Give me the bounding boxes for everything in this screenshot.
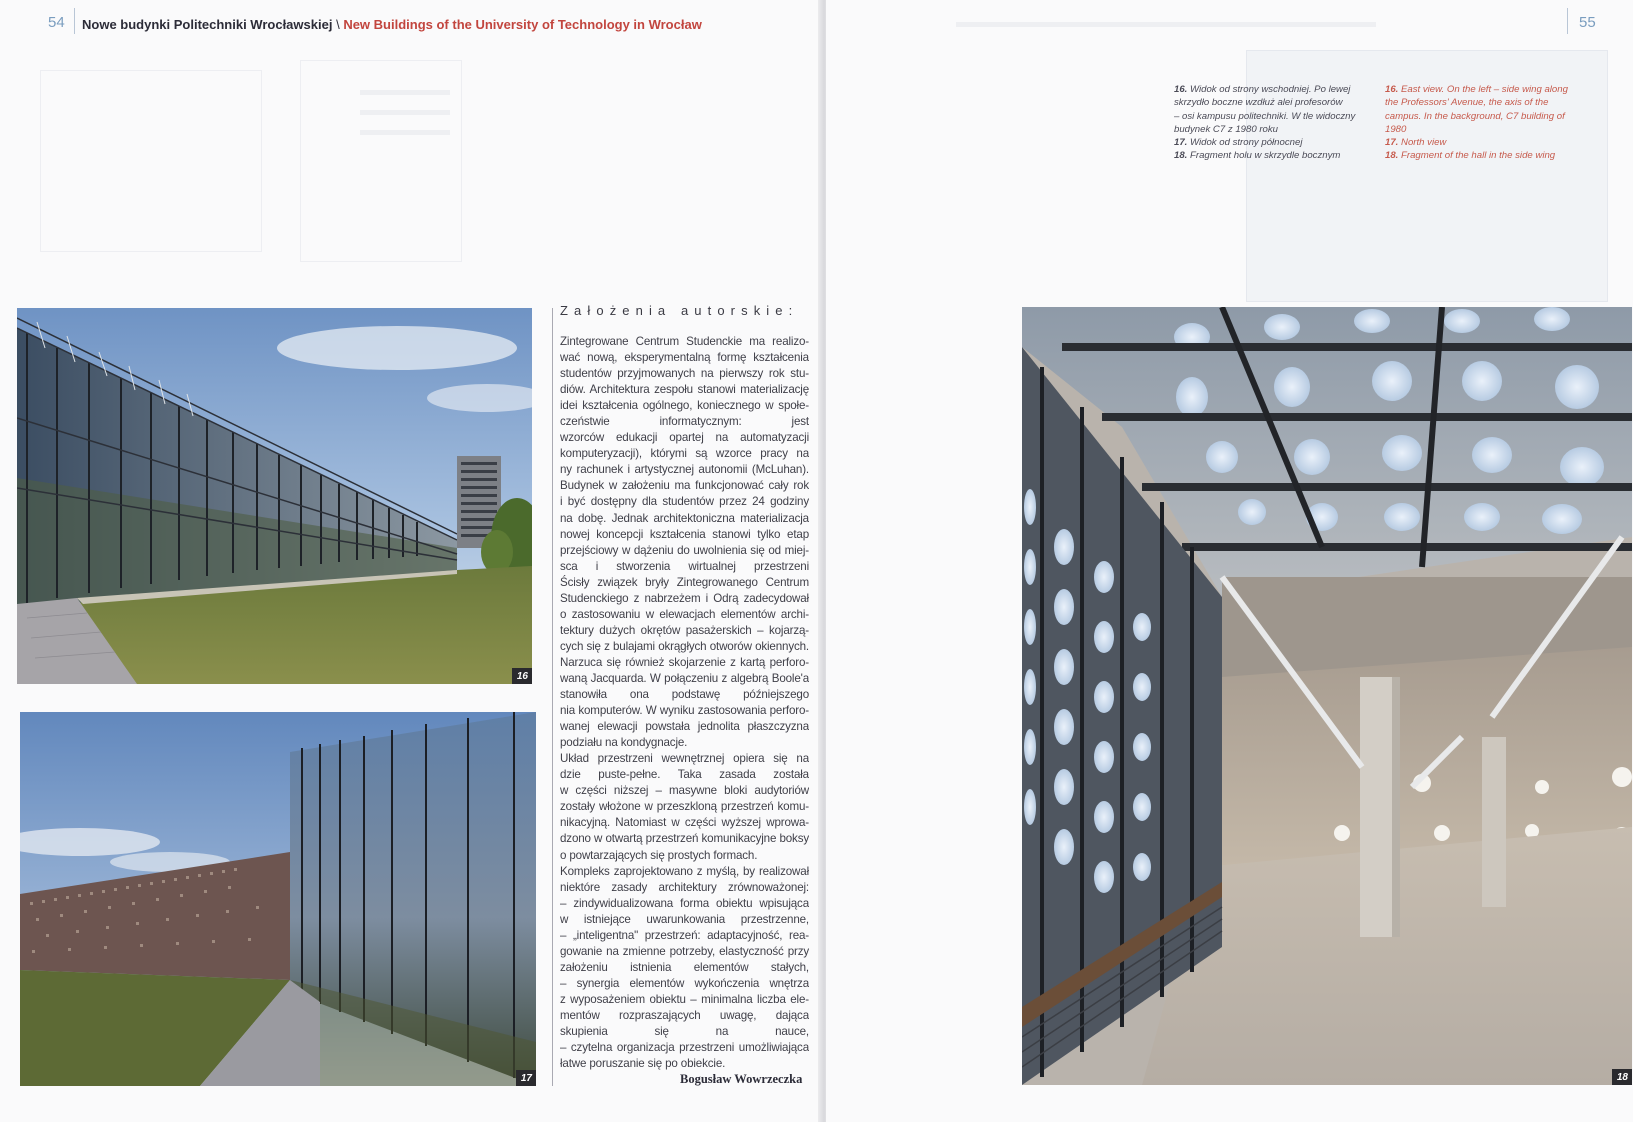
body-line: o powtarzających się prostych formach. — [560, 848, 758, 862]
caption-row — [1385, 83, 1575, 96]
running-head-separator: \ — [336, 17, 340, 32]
body-line: łatwe poruszanie się po obiekcie. — [560, 1057, 726, 1071]
show-through-ghost — [956, 22, 1376, 27]
body-line: Studenckiego z nabrzeżem i Odrą zadecydował — [560, 591, 809, 605]
caption-number: 16. — [1174, 84, 1188, 95]
photo-17-image — [20, 712, 536, 1086]
caption-row — [1174, 83, 1364, 96]
body-line: Narzuca się również skojarzenie z kartą perforo- — [560, 655, 809, 669]
body-line: gowanie na zmienne potrzeby, elastyczność przy — [560, 944, 809, 958]
body-line: Budynek w założeniu ma funkcjonować cały rok — [560, 479, 809, 493]
caption-text: Widok od strony północnej — [1190, 137, 1303, 149]
body-line: dzie puste-pełne. Taka zasada została — [560, 768, 809, 782]
photo-17-north-view — [20, 712, 536, 1086]
body-line: nikacyjną. Natomiast w części wyższej wprowa- — [560, 816, 809, 830]
body-line: nia komputerów. W wyniku zastosowania perforo- — [560, 704, 809, 718]
caption-text: skrzydło boczne wzdłuż alei profesorów — [1174, 97, 1343, 109]
body-line: w istniejące uwarunkowania przestrzenne, — [560, 912, 809, 926]
photo-number-17: 17 — [516, 1070, 536, 1086]
caption-text: campus. In the background, C7 building of — [1385, 110, 1565, 122]
caption-row — [1174, 96, 1364, 109]
body-line: wzorców edukacji opartej na automatyzacji — [560, 431, 809, 445]
caption-row — [1174, 110, 1364, 123]
body-line: tektury dużych okrętów pasażerskich – kojarzą- — [560, 623, 809, 637]
caption-number: 17. — [1174, 137, 1188, 149]
running-head — [82, 17, 702, 32]
caption-text: budynek C7 z 1980 roku — [1174, 123, 1278, 135]
section-heading: Założenia autorskie: — [560, 303, 799, 318]
author-name: Bogusław Wowrzeczka — [680, 1072, 803, 1086]
body-line: i być dostępny dla studentów przez 24 godziny — [560, 495, 809, 509]
show-through-ghost — [360, 130, 450, 135]
caption-number: 18. — [1174, 150, 1188, 162]
body-line: zostały włożone w przeszkloną przestrzeń komu- — [560, 800, 809, 814]
caption-row — [1385, 136, 1575, 149]
body-line: stanowiła ona podstawę późniejszego — [560, 688, 809, 702]
show-through-ghost — [40, 70, 262, 252]
photo-number-18: 18 — [1612, 1069, 1632, 1085]
caption-row — [1385, 110, 1575, 123]
body-line: niektóre zasady architektury zrównoważonej: — [560, 880, 809, 894]
body-line: cych się z bulajami okrągłych otworów okiennych. — [560, 639, 809, 653]
body-line: założeniu istnienia elementów stałych, — [560, 960, 809, 974]
body-line: nowej koncepcji kształcenia stanowi tylko etap — [560, 527, 809, 541]
photo-16-east-view — [17, 308, 532, 684]
page-number: 55 — [1579, 14, 1596, 31]
caption-row — [1174, 123, 1364, 136]
body-line: – „inteligentna" przestrzeń: adaptacyjność, rea- — [560, 928, 809, 942]
show-through-ghost — [360, 90, 450, 95]
body-line: o zastosowaniu w elewacjach elementów archi- — [560, 607, 809, 621]
body-line: – zindywidualizowana forma obiektu wpisująca — [560, 896, 809, 910]
body-line: Układ przestrzeni wewnętrznej opiera się na — [560, 752, 809, 766]
caption-text: North view — [1401, 137, 1447, 149]
photo-18-hall — [1022, 307, 1632, 1085]
body-line: wać nową, eksperymentalną formę kształcenia — [560, 351, 809, 365]
body-line: w części niższej – masywne bloki audytoriów — [560, 784, 809, 798]
caption-row — [1385, 149, 1575, 162]
body-line: diów. Architektura zespołu stanowi materializację — [560, 383, 809, 397]
caption-row — [1385, 96, 1575, 109]
running-head-polish: Nowe budynki Politechniki Wrocławskiej — [82, 17, 333, 32]
caption-number: 16. — [1385, 84, 1399, 95]
photo-16-image — [17, 308, 532, 684]
caption-text: Fragment of the hall in the side wing — [1401, 150, 1556, 162]
body-line: Kompleks zaprojektowano z myślą, by realizował — [560, 864, 809, 878]
body-line: sca i stworzenia wirtualnej przestrzeni — [560, 559, 809, 573]
running-head-english: New Buildings of the University of Technology in Wrocław — [343, 17, 702, 32]
body-line: skupienia się na nauce, — [560, 1025, 809, 1039]
caption-number: 17. — [1385, 137, 1399, 149]
caption-text: Fragment holu w skrzydle bocznym — [1190, 150, 1341, 162]
show-through-ghost — [360, 110, 450, 115]
body-line: mentów rozpraszających uwagę, dająca — [560, 1008, 809, 1022]
body-line: komputeryzacji), którymi są wzorce pracy na — [560, 447, 809, 461]
body-text — [560, 334, 809, 1072]
body-line: ny rachunek i artystycznej autonomii (McLuhan). — [560, 463, 809, 477]
body-line: Zintegrowane Centrum Studenckie ma realizo- — [560, 335, 809, 348]
column-rule — [552, 308, 553, 1086]
body-line: waną Jacquarda. W połączeniu z algebrą Boole'a — [560, 671, 809, 685]
caption-text: the Professors' Avenue, the axis of the — [1385, 97, 1549, 109]
page-number: 54 — [48, 14, 65, 31]
caption-text: Widok od strony wschodniej. Po lewej — [1190, 84, 1351, 95]
body-line: – czytelna organizacja przestrzeni umożliwiająca — [560, 1041, 809, 1055]
body-line: Ścisły związek bryły Zintegrowanego Centrum — [560, 575, 809, 589]
right-page — [826, 0, 1633, 1122]
caption-text: East view. On the left – side wing along — [1401, 84, 1568, 95]
body-line: podziału na kondygnacje. — [560, 736, 688, 750]
body-line: idei kształcenia ogólnego, koniecznego w społe- — [560, 399, 809, 413]
captions-english — [1385, 83, 1575, 163]
header-rule — [74, 8, 75, 34]
body-line: na dobę. Jednak architektoniczna materializacja — [560, 511, 809, 525]
photo-number-16: 16 — [512, 668, 532, 684]
photo-18-image — [1022, 307, 1632, 1085]
caption-text: 1980 — [1385, 123, 1407, 135]
caption-text: – osi kampusu politechniki. W tle widoczny — [1174, 110, 1356, 122]
header-rule — [1567, 8, 1568, 34]
body-line: studentów przyjmowanych na pierwszy rok stu- — [560, 367, 809, 381]
body-line: czeństwie informatycznym: jest — [560, 415, 809, 429]
body-line: – synergia elementów wykończenia wnętrza — [560, 976, 809, 990]
caption-row — [1174, 136, 1364, 149]
caption-row — [1385, 123, 1575, 136]
body-line: dzono w otwartą przestrzeń komunikacyjne boksy — [560, 832, 809, 846]
body-line: przejściowy w dążeniu do uwolnienia się od miej- — [560, 543, 809, 557]
body-line: wanej elewacji powstała jednolita płaszczyzna — [560, 720, 809, 734]
body-line: z wyposażeniem obiektu – minimalna liczba ele- — [560, 992, 809, 1006]
caption-number: 18. — [1385, 150, 1399, 162]
captions-polish — [1174, 83, 1364, 163]
caption-row — [1174, 149, 1364, 162]
